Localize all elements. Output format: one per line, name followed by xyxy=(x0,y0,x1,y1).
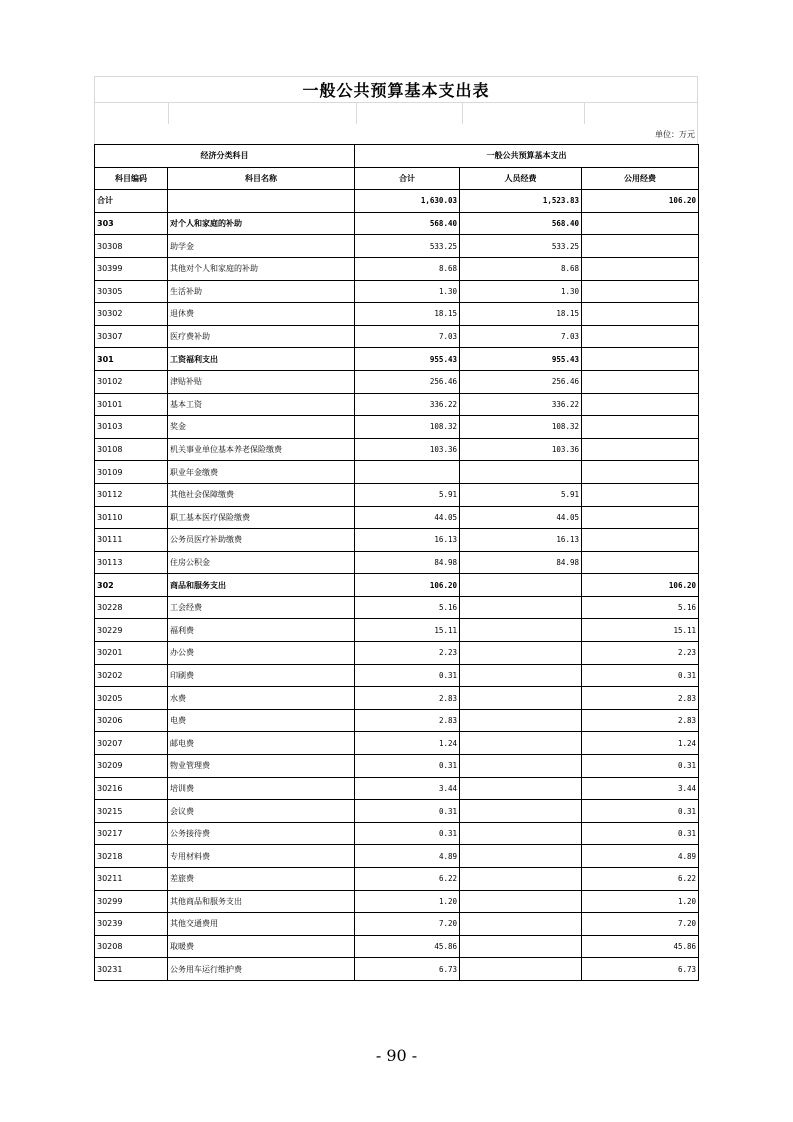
cell-name: 其他交通费用 xyxy=(168,913,355,936)
header-personnel: 人员经费 xyxy=(460,167,582,190)
cell-personnel: 103.36 xyxy=(460,438,582,461)
cell-code: 合计 xyxy=(95,190,168,213)
cell-public: 1.20 xyxy=(582,890,699,913)
cell-public: 2.83 xyxy=(582,687,699,710)
cell-code: 30218 xyxy=(95,845,168,868)
cell-personnel xyxy=(460,845,582,868)
cell-personnel: 7.03 xyxy=(460,325,582,348)
cell-total: 1.20 xyxy=(355,890,460,913)
cell-personnel: 18.15 xyxy=(460,303,582,326)
header-total: 合计 xyxy=(355,167,460,190)
cell-personnel xyxy=(460,574,582,597)
cell-name: 印刷费 xyxy=(168,664,355,687)
cell-total: 533.25 xyxy=(355,235,460,258)
header-name: 科目名称 xyxy=(168,167,355,190)
table-row xyxy=(95,687,699,710)
column-header-row xyxy=(95,167,699,190)
table-row xyxy=(95,642,699,665)
cell-total: 2.83 xyxy=(355,709,460,732)
cell-name: 生活补助 xyxy=(168,280,355,303)
cell-code: 30208 xyxy=(95,935,168,958)
cell-code: 30207 xyxy=(95,732,168,755)
cell-personnel: 1,523.83 xyxy=(460,190,582,213)
cell-public xyxy=(582,461,699,484)
table-row xyxy=(95,619,699,642)
cell-public xyxy=(582,529,699,552)
cell-code: 30206 xyxy=(95,709,168,732)
cell-public: 3.44 xyxy=(582,777,699,800)
cell-public xyxy=(582,506,699,529)
cell-total: 0.31 xyxy=(355,800,460,823)
cell-code: 30217 xyxy=(95,822,168,845)
cell-code: 30307 xyxy=(95,325,168,348)
cell-name: 水费 xyxy=(168,687,355,710)
cell-name: 工会经费 xyxy=(168,596,355,619)
cell-total: 108.32 xyxy=(355,416,460,439)
table-row xyxy=(95,755,699,778)
cell-code: 301 xyxy=(95,348,168,371)
cell-personnel: 16.13 xyxy=(460,529,582,552)
cell-total: 15.11 xyxy=(355,619,460,642)
cell-personnel xyxy=(460,868,582,891)
cell-code: 303 xyxy=(95,212,168,235)
table-row xyxy=(95,257,699,280)
table-row xyxy=(95,709,699,732)
budget-sheet xyxy=(94,76,698,981)
cell-personnel xyxy=(460,755,582,778)
cell-total: 336.22 xyxy=(355,393,460,416)
cell-total: 103.36 xyxy=(355,438,460,461)
cell-code: 30209 xyxy=(95,755,168,778)
cell-personnel xyxy=(460,664,582,687)
cell-total: 1,630.03 xyxy=(355,190,460,213)
cell-total: 7.03 xyxy=(355,325,460,348)
cell-name: 商品和服务支出 xyxy=(168,574,355,597)
cell-code: 30228 xyxy=(95,596,168,619)
cell-code: 30216 xyxy=(95,777,168,800)
cell-public: 7.20 xyxy=(582,913,699,936)
cell-public: 45.86 xyxy=(582,935,699,958)
cell-total: 8.68 xyxy=(355,257,460,280)
page-title: 一般公共预算基本支出表 xyxy=(94,76,698,102)
table-row xyxy=(95,800,699,823)
cell-code: 30101 xyxy=(95,393,168,416)
cell-public: 106.20 xyxy=(582,190,699,213)
table-row xyxy=(95,303,699,326)
cell-total: 18.15 xyxy=(355,303,460,326)
cell-total: 106.20 xyxy=(355,574,460,597)
cell-personnel: 256.46 xyxy=(460,370,582,393)
cell-name: 差旅费 xyxy=(168,868,355,891)
cell-code: 30299 xyxy=(95,890,168,913)
group-header-row xyxy=(95,145,699,168)
table-row xyxy=(95,822,699,845)
cell-public xyxy=(582,438,699,461)
cell-name: 住房公积金 xyxy=(168,551,355,574)
table-row xyxy=(95,370,699,393)
cell-name: 医疗费补助 xyxy=(168,325,355,348)
table-row xyxy=(95,190,699,213)
cell-name: 职业年金缴费 xyxy=(168,461,355,484)
cell-total: 2.83 xyxy=(355,687,460,710)
cell-total: 955.43 xyxy=(355,348,460,371)
cell-total: 7.20 xyxy=(355,913,460,936)
cell-total: 2.23 xyxy=(355,642,460,665)
cell-personnel xyxy=(460,642,582,665)
cell-code: 30211 xyxy=(95,868,168,891)
cell-personnel: 108.32 xyxy=(460,416,582,439)
cell-personnel: 568.40 xyxy=(460,212,582,235)
table-row xyxy=(95,235,699,258)
cell-personnel: 955.43 xyxy=(460,348,582,371)
cell-public: 6.22 xyxy=(582,868,699,891)
cell-code: 30302 xyxy=(95,303,168,326)
cell-name: 公务员医疗补助缴费 xyxy=(168,529,355,552)
cell-public: 0.31 xyxy=(582,822,699,845)
cell-name: 职工基本医疗保险缴费 xyxy=(168,506,355,529)
cell-code: 30239 xyxy=(95,913,168,936)
table-row xyxy=(95,664,699,687)
table-row xyxy=(95,348,699,371)
cell-personnel: 5.91 xyxy=(460,483,582,506)
cell-code: 30108 xyxy=(95,438,168,461)
cell-total: 256.46 xyxy=(355,370,460,393)
cell-total: 568.40 xyxy=(355,212,460,235)
cell-personnel xyxy=(460,800,582,823)
cell-code: 30102 xyxy=(95,370,168,393)
cell-public: 106.20 xyxy=(582,574,699,597)
cell-name: 对个人和家庭的补助 xyxy=(168,212,355,235)
cell-total: 5.91 xyxy=(355,483,460,506)
cell-name: 其他商品和服务支出 xyxy=(168,890,355,913)
cell-total: 6.22 xyxy=(355,868,460,891)
cell-name: 助学金 xyxy=(168,235,355,258)
cell-name: 福利费 xyxy=(168,619,355,642)
cell-name: 退休费 xyxy=(168,303,355,326)
table-row xyxy=(95,438,699,461)
cell-code: 30113 xyxy=(95,551,168,574)
cell-total: 44.05 xyxy=(355,506,460,529)
cell-name: 其他对个人和家庭的补助 xyxy=(168,257,355,280)
table-row xyxy=(95,913,699,936)
cell-total: 0.31 xyxy=(355,664,460,687)
table-row xyxy=(95,868,699,891)
cell-personnel xyxy=(460,935,582,958)
cell-total: 84.98 xyxy=(355,551,460,574)
cell-public xyxy=(582,393,699,416)
cell-name: 取暖费 xyxy=(168,935,355,958)
cell-code: 30109 xyxy=(95,461,168,484)
table-row xyxy=(95,280,699,303)
cell-code: 302 xyxy=(95,574,168,597)
table-row xyxy=(95,935,699,958)
cell-public: 4.89 xyxy=(582,845,699,868)
cell-name: 基本工资 xyxy=(168,393,355,416)
table-row xyxy=(95,777,699,800)
header-group-left: 经济分类科目 xyxy=(95,145,355,168)
cell-name: 机关事业单位基本养老保险缴费 xyxy=(168,438,355,461)
table-row xyxy=(95,529,699,552)
cell-personnel xyxy=(460,958,582,981)
header-group-right: 一般公共预算基本支出 xyxy=(355,145,699,168)
unit-text: 单位：万元 xyxy=(655,129,695,139)
page-number: - 90 - xyxy=(375,1046,418,1065)
cell-personnel: 44.05 xyxy=(460,506,582,529)
cell-personnel xyxy=(460,687,582,710)
cell-name: 公务用车运行维护费 xyxy=(168,958,355,981)
cell-public xyxy=(582,212,699,235)
cell-code: 30112 xyxy=(95,483,168,506)
cell-name: 电费 xyxy=(168,709,355,732)
header-public: 公用经费 xyxy=(582,167,699,190)
cell-public xyxy=(582,325,699,348)
table-row xyxy=(95,732,699,755)
cell-total: 0.31 xyxy=(355,822,460,845)
unit-label xyxy=(94,124,698,144)
cell-name: 奖金 xyxy=(168,416,355,439)
cell-public xyxy=(582,483,699,506)
cell-personnel: 1.30 xyxy=(460,280,582,303)
table-row xyxy=(95,461,699,484)
cell-public xyxy=(582,257,699,280)
cell-public: 5.16 xyxy=(582,596,699,619)
cell-personnel: 336.22 xyxy=(460,393,582,416)
cell-code: 30399 xyxy=(95,257,168,280)
cell-name: 其他社会保障缴费 xyxy=(168,483,355,506)
cell-total: 45.86 xyxy=(355,935,460,958)
cell-total xyxy=(355,461,460,484)
cell-public xyxy=(582,235,699,258)
cell-name: 邮电费 xyxy=(168,732,355,755)
cell-public xyxy=(582,303,699,326)
budget-table xyxy=(94,144,699,981)
cell-code: 30111 xyxy=(95,529,168,552)
cell-public: 15.11 xyxy=(582,619,699,642)
cell-public: 2.83 xyxy=(582,709,699,732)
cell-name xyxy=(168,190,355,213)
cell-public: 0.31 xyxy=(582,755,699,778)
cell-public: 6.73 xyxy=(582,958,699,981)
table-row xyxy=(95,325,699,348)
cell-personnel xyxy=(460,619,582,642)
table-row xyxy=(95,596,699,619)
cell-personnel: 84.98 xyxy=(460,551,582,574)
cell-public: 2.23 xyxy=(582,642,699,665)
cell-total: 1.24 xyxy=(355,732,460,755)
cell-code: 30110 xyxy=(95,506,168,529)
header-code: 科目编码 xyxy=(95,167,168,190)
cell-personnel xyxy=(460,461,582,484)
cell-personnel: 8.68 xyxy=(460,257,582,280)
cell-personnel xyxy=(460,890,582,913)
table-row xyxy=(95,393,699,416)
cell-personnel xyxy=(460,732,582,755)
cell-public xyxy=(582,280,699,303)
cell-personnel xyxy=(460,777,582,800)
cell-code: 30201 xyxy=(95,642,168,665)
cell-code: 30205 xyxy=(95,687,168,710)
cell-personnel xyxy=(460,596,582,619)
cell-public xyxy=(582,370,699,393)
cell-personnel xyxy=(460,913,582,936)
cell-public: 0.31 xyxy=(582,664,699,687)
cell-personnel xyxy=(460,822,582,845)
cell-name: 公务接待费 xyxy=(168,822,355,845)
table-row xyxy=(95,890,699,913)
table-row xyxy=(95,551,699,574)
cell-name: 津贴补贴 xyxy=(168,370,355,393)
cell-total: 0.31 xyxy=(355,755,460,778)
cell-name: 会议费 xyxy=(168,800,355,823)
cell-total: 4.89 xyxy=(355,845,460,868)
cell-code: 30103 xyxy=(95,416,168,439)
cell-total: 1.30 xyxy=(355,280,460,303)
cell-code: 30229 xyxy=(95,619,168,642)
cell-personnel xyxy=(460,709,582,732)
cell-public xyxy=(582,416,699,439)
cell-code: 30215 xyxy=(95,800,168,823)
cell-total: 6.73 xyxy=(355,958,460,981)
cell-total: 16.13 xyxy=(355,529,460,552)
table-row xyxy=(95,416,699,439)
cell-name: 专用材料费 xyxy=(168,845,355,868)
table-row xyxy=(95,845,699,868)
table-row xyxy=(95,483,699,506)
cell-personnel: 533.25 xyxy=(460,235,582,258)
cell-code: 30231 xyxy=(95,958,168,981)
cell-public: 0.31 xyxy=(582,800,699,823)
cell-public xyxy=(582,348,699,371)
cell-name: 工资福利支出 xyxy=(168,348,355,371)
cell-name: 办公费 xyxy=(168,642,355,665)
cell-total: 5.16 xyxy=(355,596,460,619)
cell-public: 1.24 xyxy=(582,732,699,755)
cell-total: 3.44 xyxy=(355,777,460,800)
table-row xyxy=(95,574,699,597)
table-row xyxy=(95,958,699,981)
table-row xyxy=(95,212,699,235)
cell-public xyxy=(582,551,699,574)
cell-name: 物业管理费 xyxy=(168,755,355,778)
cell-code: 30202 xyxy=(95,664,168,687)
table-row xyxy=(95,506,699,529)
cell-name: 培训费 xyxy=(168,777,355,800)
cell-code: 30305 xyxy=(95,280,168,303)
cell-code: 30308 xyxy=(95,235,168,258)
table-body xyxy=(95,190,699,981)
spacer-row xyxy=(94,102,698,124)
